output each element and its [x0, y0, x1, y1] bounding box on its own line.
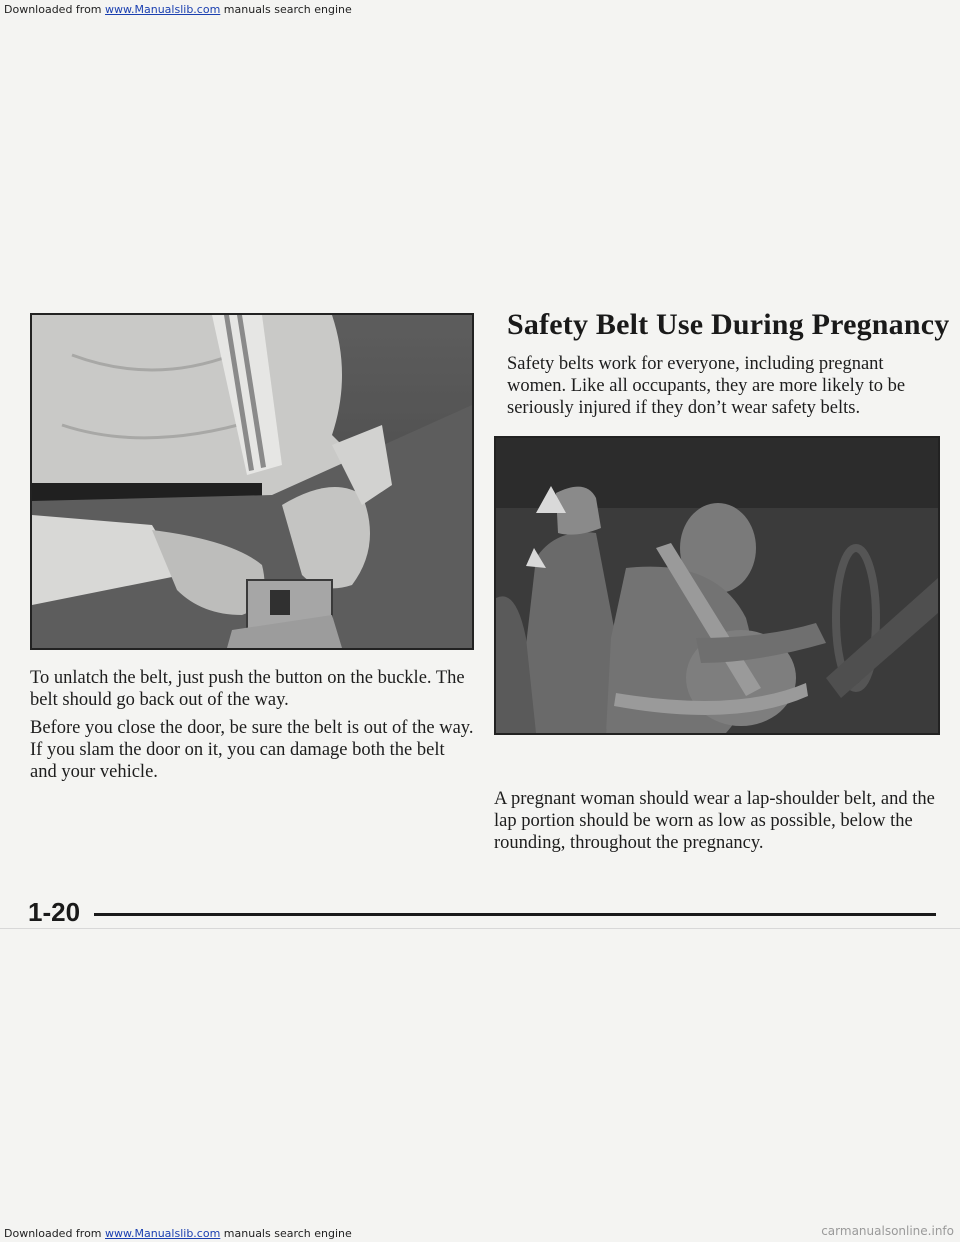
manualslib-link-bottom[interactable]: www.Manualslib.com [105, 1227, 221, 1240]
buckle-unlatch-photo-icon [30, 313, 474, 650]
door-paragraph: Before you close the door, be sure the belt is out of the way. If you slam the door on it, you can damage both the belt and your vehicle. [30, 718, 474, 782]
manualslib-link[interactable]: www.Manualslib.com [105, 3, 221, 16]
pregnant-paragraph: A pregnant woman should wear a lap-shoulder belt, and the lap portion should be worn as low as possible, below the rounding, throughout the pregnancy. [494, 789, 935, 853]
download-suffix: manuals search engine [220, 3, 352, 16]
download-prefix-bottom: Downloaded from [4, 1227, 106, 1240]
pregnant-occupant-illustration-icon [494, 436, 940, 735]
section-heading: Safety Belt Use During Pregnancy [507, 308, 950, 341]
unlatch-paragraph: To unlatch the belt, just push the button on the buckle. The belt should go back out of the way. [30, 668, 465, 710]
watermark: carmanualsonline.info [821, 1224, 954, 1238]
download-notice-top [4, 3, 960, 16]
scan-divider [0, 928, 960, 929]
download-prefix: Downloaded from [4, 3, 106, 16]
page-number: 1-20 [28, 897, 81, 927]
download-notice-bottom [4, 1227, 960, 1240]
download-suffix-bottom: manuals search engine [220, 1227, 352, 1240]
intro-paragraph: Safety belts work for everyone, including pregnant women. Like all occupants, they are more likely to be seriously injured if they don’t wear safety belts. [507, 354, 906, 418]
footer-rule [94, 913, 936, 916]
